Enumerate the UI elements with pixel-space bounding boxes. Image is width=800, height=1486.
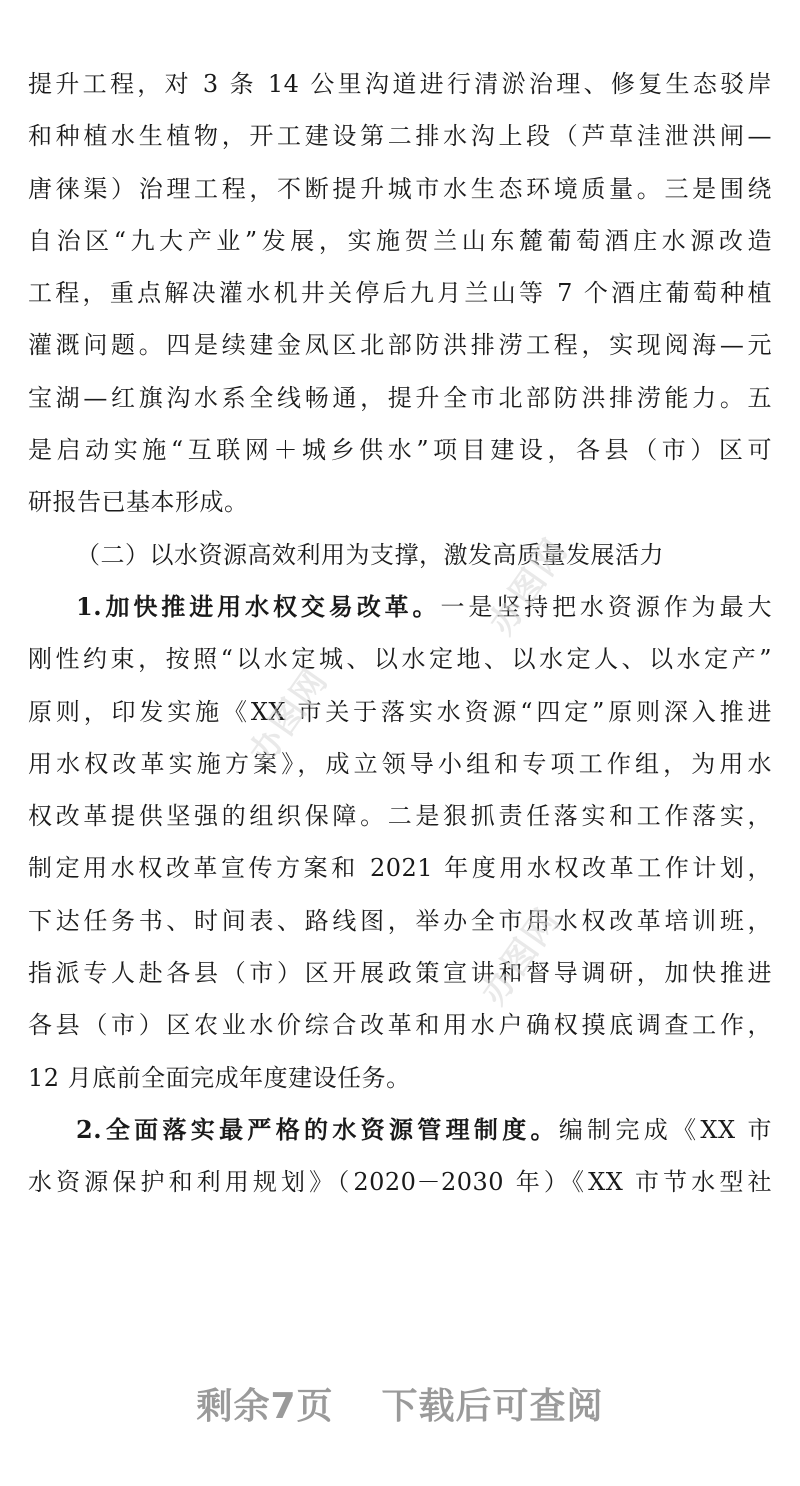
watermark: 办图网 xyxy=(481,530,577,643)
watermark: 办图网 xyxy=(473,900,569,1013)
paragraph-line: 唐徕渠）治理工程，不断提升城市水生态环境质量。三是围绕 xyxy=(28,174,772,203)
remaining-pages-label: 剩余7页 xyxy=(196,1386,334,1427)
item1-first-line xyxy=(28,581,772,633)
section-heading: （二）以水资源高效利用为支撑，激发高质量发展活力 xyxy=(76,540,664,569)
paragraph-line: 用水权改革实施方案》，成立领导小组和专项工作组，为用水 xyxy=(28,749,772,778)
paragraph-line: 各县（市）区农业水价综合改革和用水户确权摸底调查工作， xyxy=(28,1011,772,1040)
watermark: 办图网 xyxy=(241,660,337,773)
paragraph-line: 是启动实施“互联网＋城乡供水”项目建设，各县（市）区可 xyxy=(28,436,772,465)
paragraph-line: 宝湖—红旗沟水系全线畅通，提升全市北部防洪排涝能力。五 xyxy=(28,383,772,412)
download-to-view-label: 下载后可查阅 xyxy=(381,1386,604,1427)
item1-title: 1.加快推进用水权交易改革。 xyxy=(76,591,441,621)
paragraph-line: 制定用水权改革宣传方案和 2021 年度用水权改革工作计划， xyxy=(28,854,772,883)
paragraph-line: 原则，印发实施《XX 市关于落实水资源“四定”原则深入推进 xyxy=(28,697,772,726)
paragraph-line: 自治区“九大产业”发展，实施贺兰山东麓葡萄酒庄水源改造 xyxy=(28,226,772,255)
paragraph-line: 工程，重点解决灌水机井关停后九月兰山等 7 个酒庄葡萄种植 xyxy=(28,279,772,308)
paragraph-line: 权改革提供坚强的组织保障。二是狠抓责任落实和工作落实， xyxy=(28,802,772,831)
item1-text: 一是坚持把水资源作为最大 xyxy=(440,592,772,621)
paragraph-line: 研报告已基本形成。 xyxy=(28,488,249,517)
document-body xyxy=(28,58,772,1209)
paragraph-line: 和种植水生植物，开工建设第二排水沟上段（芦草洼泄洪闸— xyxy=(28,122,772,151)
paragraph-line: 12 月底前全面完成年度建设任务。 xyxy=(28,1063,411,1092)
paragraph-line: 提升工程，对 3 条 14 公里沟道进行清淤治理、修复生态驳岸 xyxy=(28,70,772,98)
item2-text: 编制完成《XX 市 xyxy=(558,1115,772,1144)
item2-title: 2.全面落实最严格的水资源管理制度。 xyxy=(76,1114,559,1144)
download-prompt[interactable] xyxy=(0,1378,800,1429)
paragraph-line: 灌溉问题。四是续建金凤区北部防洪排涝工程，实现阅海—元 xyxy=(28,331,772,360)
paragraph-line: 刚性约束，按照“以水定城、以水定地、以水定人、以水定产” xyxy=(28,645,772,674)
item2-first-line xyxy=(28,1104,772,1156)
paragraph-line: 指派专人赴各县（市）区开展政策宣讲和督导调研，加快推进 xyxy=(28,959,772,988)
paragraph-line: 水资源保护和利用规划》（2020－2030 年）《XX 市节水型社 xyxy=(28,1168,772,1197)
paragraph-line: 下达任务书、时间表、路线图，举办全市用水权改革培训班， xyxy=(28,906,772,935)
